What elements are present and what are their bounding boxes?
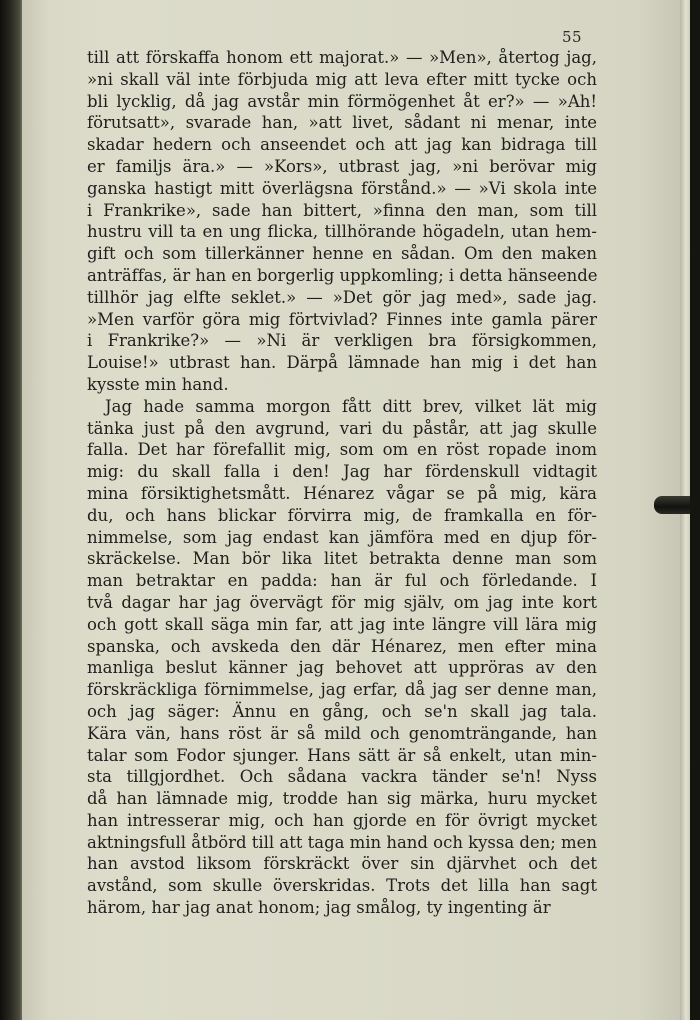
text-line: han intresserar mig, och han gjorde en för övrigt mycket — [87, 810, 597, 830]
book-spine-shadow — [0, 0, 24, 1020]
text-line: »Men varför göra mig förtvivlad? Finnes inte gamla pärer — [87, 309, 597, 329]
text-line: sta tillgjordhet. Och sådana vackra tänder se'n! Nyss — [87, 767, 597, 787]
text-line: Kära vän, hans röst är så mild och genomträngande, han — [87, 723, 597, 743]
text-line: han avstod liksom förskräckt över sin djärvhet och det — [87, 854, 597, 874]
text-line: spanska, och avskeda den där Hénarez, men efter mina — [87, 636, 597, 656]
page-number: 55 — [562, 28, 583, 46]
text-line: förutsatt», svarade han, »att livet, sådant ni menar, inte — [87, 113, 597, 133]
text-line: talar som Fodor sjunger. Hans sätt är så enkelt, utan min- — [87, 745, 597, 765]
bookmark-tab — [654, 496, 690, 514]
text-line: Louise!» utbrast han. Därpå lämnade han mig i det han — [87, 353, 597, 373]
text-line: ganska hastigt mitt överlägsna förstånd.» — »Vi skola inte — [87, 178, 597, 198]
text-line: »ni skall väl inte förbjuda mig att leva efter mitt tycke och — [87, 69, 597, 89]
paragraph — [87, 47, 597, 396]
text-line: Jag hade samma morgon fått ditt brev, vilket lät mig — [105, 396, 597, 416]
text-line: mig: du skall falla i den! Jag har fördenskull vidtagit — [87, 462, 597, 482]
text-line: falla. Det har förefallit mig, som om en röst ropade inom — [87, 440, 597, 460]
text-line: bli lycklig, då jag avstår min förmögenhet åt er?» — »Ah! — [87, 91, 597, 111]
text-line: och gott skall säga min far, att jag inte längre vill lära mig — [87, 614, 597, 634]
text-line: i Frankrike», sade han bittert, »finna den man, som till — [87, 200, 597, 220]
text-line: två dagar har jag övervägt för mig själv, om jag inte kort — [87, 592, 597, 612]
text-line: hustru vill ta en ung flicka, tillhörande högadeln, utan hem- — [87, 222, 597, 242]
text-line: till att förskaffa honom ett majorat.» — »Men», återtog jag, — [87, 48, 597, 67]
text-line: er familjs ära.» — »Kors», utbrast jag, »ni berövar mig — [87, 156, 597, 176]
text-line: du, och hans blickar förvirra mig, de framkalla en för- — [87, 505, 597, 525]
paragraph — [87, 396, 597, 919]
text-line: skräckelse. Man bör lika litet betrakta denne man som — [87, 549, 597, 569]
body-text — [87, 47, 597, 919]
text-line: gift och som tillerkänner henne en sådan. Om den maken — [87, 244, 597, 264]
text-line: och jag säger: Ännu en gång, och se'n skall jag tala. — [87, 701, 597, 721]
text-line: man betraktar en padda: han är ful och förledande. I — [87, 571, 597, 591]
text-line: skadar hedern och anseendet och att jag kan bidraga till — [87, 135, 597, 155]
text-line: aktningsfull åtbörd till att taga min hand och kyssa den; men — [87, 832, 597, 852]
text-line: anträffas, är han en borgerlig uppkomling; i detta hänseende — [87, 265, 597, 285]
text-line: tillhör jag elfte seklet.» — »Det gör jag med», sade jag. — [87, 287, 597, 307]
text-line: i Frankrike?» — »Ni är verkligen bra försigkommen, — [87, 331, 597, 351]
text-line: tänka just på den avgrund, vari du påstår, att jag skulle — [87, 418, 597, 438]
text-line: mina försiktighetsmått. Hénarez vågar se på mig, kära — [87, 483, 597, 503]
text-line: avstånd, som skulle överskridas. Trots det lilla han sagt — [87, 876, 597, 896]
text-line: härom, har jag anat honom; jag smålog, ty ingenting är — [87, 898, 551, 918]
text-line: manliga beslut känner jag behovet att uppröras av den — [87, 658, 597, 678]
text-line: kysste min hand. — [87, 374, 229, 394]
text-line: nimmelse, som jag endast kan jämföra med en djup för- — [87, 527, 597, 547]
text-line: då han lämnade mig, trodde han sig märka, huru mycket — [87, 789, 597, 809]
text-line: förskräckliga förnimmelse, jag erfar, då jag ser denne man, — [87, 680, 597, 700]
